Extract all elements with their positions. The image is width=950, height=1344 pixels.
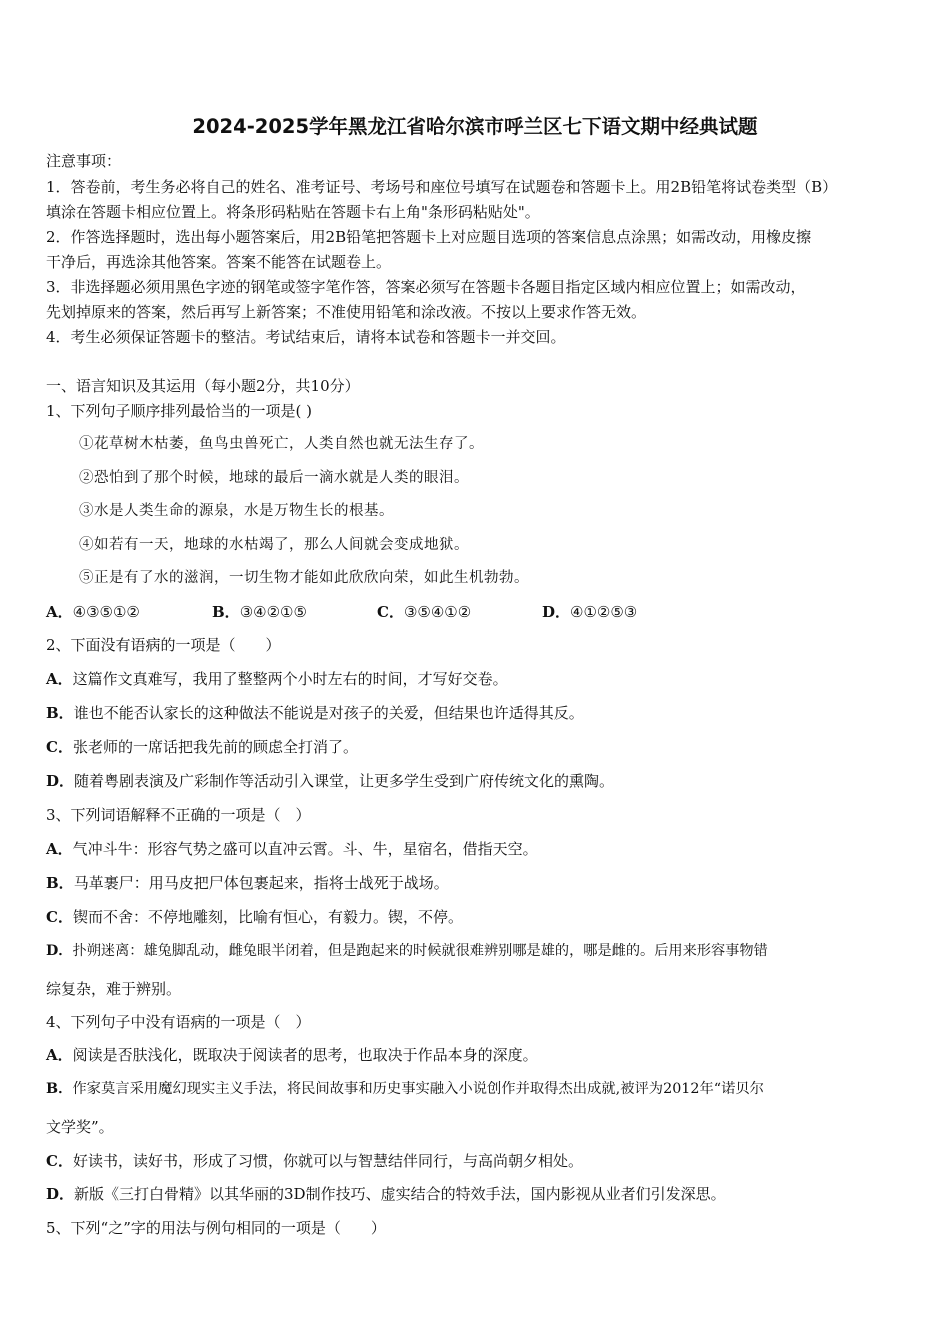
q2-option-a[interactable] — [46, 669, 508, 689]
option-text: 谁也不能否认家长的这种做法不能说是对孩子的关爱，但结果也许适得其反。 — [73, 704, 584, 722]
question-stem-1: 1、下列句子顺序排列最恰当的一项是( ) — [46, 402, 313, 420]
q1-options — [0, 602, 950, 622]
q1-sentence: ③水是人类生命的源泉，水是万物生长的根基。 — [79, 503, 394, 519]
q2-option-d[interactable] — [46, 771, 614, 791]
q1-option-c[interactable] — [377, 602, 471, 622]
option-text: 新版《三打白骨精》以其华丽的3D制作技巧、虚实结合的特效手法，国内影视从业者们引发深思。 — [74, 1185, 726, 1203]
q1-option-a[interactable] — [46, 602, 140, 622]
option-label: D． — [46, 1185, 75, 1203]
option-text: 随着粤剧表演及广彩制作等活动引入课堂，让更多学生受到广府传统文化的熏陶。 — [74, 772, 615, 790]
option-text: 这篇作文真难写，我用了整整两个小时左右的时间，才写好交卷。 — [72, 670, 508, 688]
page-title: 2024-2025学年黑龙江省哈尔滨市呼兰区七下语文期中经典试题 — [192, 115, 758, 138]
option-label: D． — [46, 772, 75, 790]
q4-option-d[interactable] — [46, 1184, 726, 1204]
q1-option-d[interactable] — [542, 602, 637, 622]
option-text: ③④②①⑤ — [239, 603, 307, 621]
q1-option-b[interactable] — [212, 602, 307, 622]
option-label: B． — [46, 1081, 73, 1097]
option-label: D． — [542, 603, 571, 621]
q2-option-b[interactable] — [46, 703, 584, 723]
question-stem-4: 4、下列句子中没有语病的一项是（ ） — [46, 1013, 311, 1031]
q4-option-b[interactable] — [46, 1079, 764, 1099]
q1-sentence: ④如若有一天，地球的水枯竭了，那么人间就会变成地狱。 — [79, 537, 469, 553]
q4-option-a[interactable] — [46, 1045, 538, 1065]
notice-line: 4．考生必须保证答题卡的整洁。考试结束后，请将本试卷和答题卡一并交回。 — [46, 328, 566, 346]
q4-option-c[interactable] — [46, 1151, 583, 1171]
notice-line: 2．作答选择题时，选出每小题答案后，用2B铅笔把答题卡上对应题目选项的答案信息点涂黑；如需改动，用橡皮擦 — [46, 228, 812, 246]
q1-sentence: ②恐怕到了那个时候，地球的最后一滴水就是人类的眼泪。 — [79, 470, 469, 486]
option-text: ④①②⑤③ — [570, 603, 638, 621]
option-text: ④③⑤①② — [72, 603, 140, 621]
section-heading: 一、语言知识及其运用（每小题2分，共10分） — [46, 377, 360, 395]
option-label: C． — [46, 738, 73, 756]
option-text: 气冲斗牛：形容气势之盛可以直冲云霄。斗、牛，星宿名，借指天空。 — [72, 840, 538, 858]
notice-line: 干净后，再选涂其他答案。答案不能答在试题卷上。 — [46, 253, 392, 271]
q3-option-d[interactable] — [46, 941, 768, 961]
option-label: D． — [46, 943, 73, 959]
question-stem-5: 5、下列“之”字的用法与例句相同的一项是（ ） — [46, 1219, 386, 1237]
q2-option-c[interactable] — [46, 737, 358, 757]
option-label: C． — [46, 1152, 73, 1170]
question-stem-3: 3、下列词语解释不正确的一项是（ ） — [46, 806, 311, 824]
option-text: 扑朔迷离：雄兔脚乱动，雌兔眼半闭着，但是跑起来的时候就很难辨别哪是雄的，哪是雌的。后用来形容事物错 — [72, 943, 768, 959]
q4-option-b-continued: 文学奖”。 — [46, 1118, 114, 1136]
option-label: C． — [377, 603, 404, 621]
option-text: 锲而不舍：不停地雕刻，比喻有恒心，有毅力。锲，不停。 — [72, 908, 463, 926]
option-text: 马革裹尸：用马皮把尸体包裹起来，指将士战死于战场。 — [73, 874, 449, 892]
q3-option-a[interactable] — [46, 839, 538, 859]
option-label: A． — [46, 840, 73, 858]
option-label: B． — [212, 603, 240, 621]
option-label: B． — [46, 874, 74, 892]
option-text: ③⑤④①② — [403, 603, 472, 621]
option-text: 张老师的一席话把我先前的顾虑全打消了。 — [72, 738, 358, 756]
option-label: A． — [46, 603, 73, 621]
question-stem-2: 2、下面没有语病的一项是（ ） — [46, 636, 281, 654]
notice-line: 1．答卷前，考生务必将自己的姓名、准考证号、考场号和座位号填写在试题卷和答题卡上。用2B铅笔将试卷类型（B） — [46, 178, 838, 196]
notice-heading: 注意事项： — [46, 152, 122, 170]
q3-option-b[interactable] — [46, 873, 449, 893]
option-label: C． — [46, 908, 73, 926]
notice-line: 3．非选择题必须用黑色字迹的钢笔或签字笔作答，答案必须写在答题卡各题目指定区域内相应位置上；如需改动， — [46, 278, 806, 296]
notice-line: 先划掉原来的答案，然后再写上新答案；不准使用铅笔和涂改液。不按以上要求作答无效。 — [46, 303, 647, 321]
option-label: A． — [46, 670, 73, 688]
option-label: A． — [46, 1046, 73, 1064]
q1-sentence: ①花草树木枯萎，鱼鸟虫兽死亡，人类自然也就无法生存了。 — [79, 436, 484, 452]
q3-option-d-continued: 综复杂，难于辨别。 — [46, 980, 182, 998]
option-label: B． — [46, 704, 74, 722]
option-text: 作家莫言采用魔幻现实主义手法，将民间故事和历史事实融入小说创作并取得杰出成就,被评为2012年“诺贝尔 — [72, 1081, 764, 1097]
notice-line: 填涂在答题卡相应位置上。将条形码粘贴在答题卡右上角"条形码粘贴处"。 — [46, 203, 540, 221]
option-text: 好读书，读好书，形成了习惯，你就可以与智慧结伴同行，与高尚朝夕相处。 — [72, 1152, 583, 1170]
q1-sentence: ⑤正是有了水的滋润，一切生物才能如此欣欣向荣，如此生机勃勃。 — [79, 570, 529, 586]
q3-option-c[interactable] — [46, 907, 463, 927]
option-text: 阅读是否肤浅化，既取决于阅读者的思考，也取决于作品本身的深度。 — [72, 1046, 538, 1064]
